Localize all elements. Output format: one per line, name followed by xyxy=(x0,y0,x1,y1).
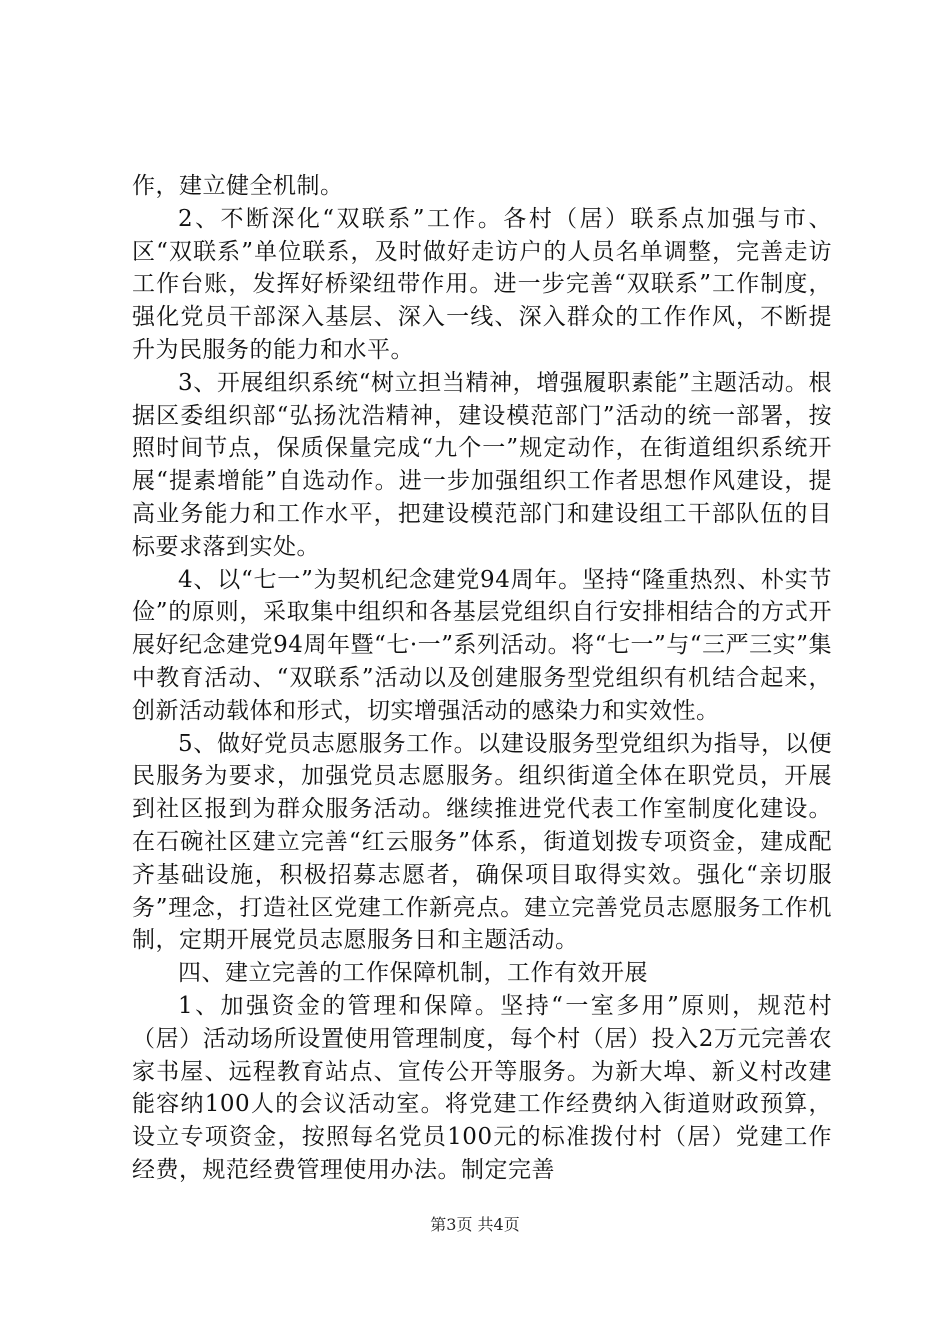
paragraph-continuation: 作，建立健全机制。 xyxy=(132,173,344,199)
paragraph-item-1-funding: 1、加强资金的管理和保障。坚持“一室多用”原则，规范村（居）活动场所设置使用管理制度，每个村（居）投入2万元完善农家书屋、远程教育站点、宣传公开等服务。为新大埠、新义村改建能容纳100人的会议活动室。将党建工作经费纳入街道财政预算，设立专项资金，按照每名党员100元的标准拨付村（居）党建工作经费，规范经费管理使用办法。制定完善 xyxy=(132,992,832,1183)
paragraph-item-2: 2、不断深化“双联系”工作。各村（居）联系点加强与市、区“双联系”单位联系，及时做好走访户的人员名单调整，完善走访工作台账，发挥好桥梁纽带作用。进一步完善“双联系”工作制度，强化党员干部深入基层、深入一线、深入群众的工作作风，不断提升为民服务的能力和水平。 xyxy=(132,205,832,363)
document-body xyxy=(132,170,832,1187)
paragraph-item-4: 4、以“七一”为契机纪念建党94周年。坚持“隆重热烈、朴实节俭”的原则，采取集中组织和各基层党组织自行安排相结合的方式开展好纪念建党94周年暨“七·一”系列活动。将“七一”与“三严三实”集中教育活动、“双联系”活动以及创建服务型党组织有机结合起来，创新活动载体和形式，切实增强活动的感染力和实效性。 xyxy=(132,566,832,724)
paragraph-item-5: 5、做好党员志愿服务工作。以建设服务型党组织为指导，以便民服务为要求，加强党员志愿服务。组织街道全体在职党员，开展到社区报到为群众服务活动。继续推进党代表工作室制度化建设。在石碗社区建立完善“红云服务”体系，街道划拨专项资金，建成配齐基础设施，积极招募志愿者，确保项目取得实效。强化“亲切服务”理念，打造社区党建工作新亮点。建立完善党员志愿服务工作机制，定期开展党员志愿服务日和主题活动。 xyxy=(132,730,832,954)
paragraph-item-3: 3、开展组织系统“树立担当精神，增强履职素能”主题活动。根据区委组织部“弘扬沈浩精神，建设模范部门”活动的统一部署，按照时间节点，保质保量完成“九个一”规定动作，在街道组织系统开展“提素增能”自选动作。进一步加强组织工作者思想作风建设，提高业务能力和工作水平，把建设模范部门和建设组工干部队伍的目标要求落到实处。 xyxy=(132,369,832,560)
section-heading-4: 四、建立完善的工作保障机制，工作有效开展 xyxy=(178,960,648,987)
page-number-footer: 第3页 共4页 xyxy=(430,1215,520,1234)
